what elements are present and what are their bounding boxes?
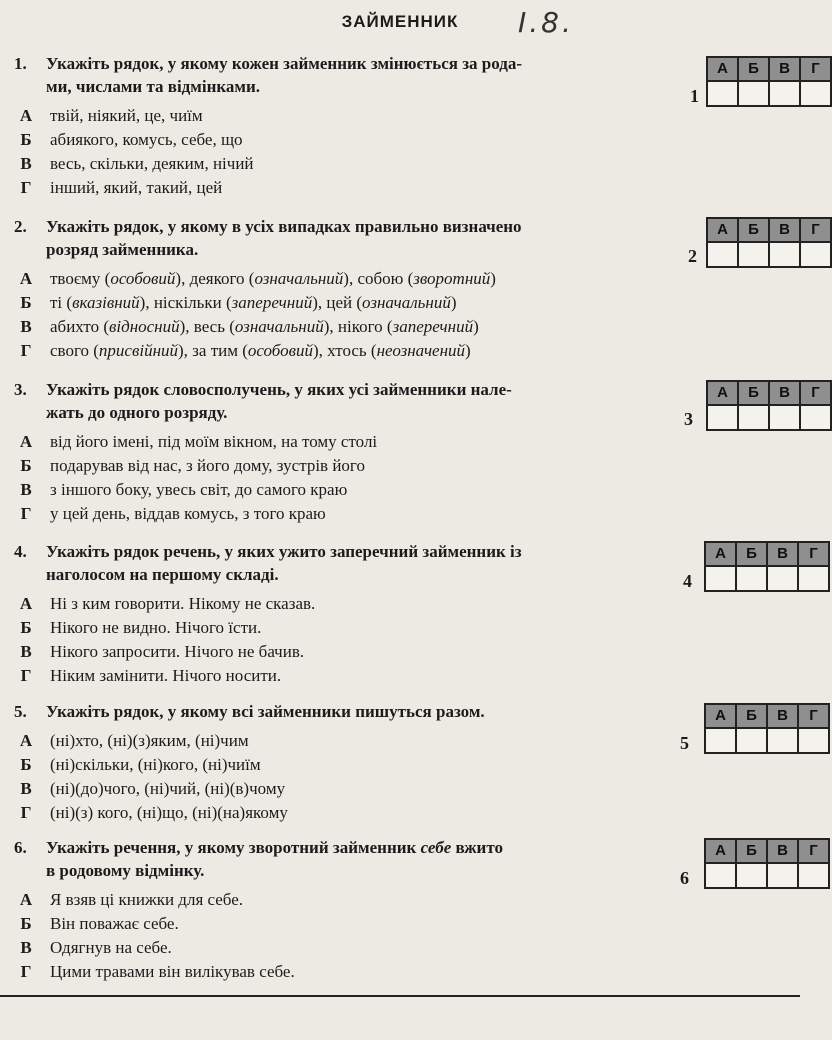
option-text: (ні)скільки, (ні)кого, (ні)чиїм xyxy=(50,755,261,774)
answer-checkbox[interactable] xyxy=(739,406,770,431)
answer-grid-header: В xyxy=(768,543,799,567)
question-prompt xyxy=(14,378,664,424)
answer-grid-header: Б xyxy=(739,58,770,82)
option-letter: А xyxy=(19,890,33,909)
answer-grid-header: Г xyxy=(801,382,832,406)
question-number: 4. xyxy=(14,542,27,561)
option-text: Я взяв ці книжки для себе. xyxy=(50,890,244,909)
option-text: Нікого запросити. Нічого не бачив. xyxy=(50,642,305,661)
question-number: 6. xyxy=(14,838,27,857)
answer-checkbox[interactable] xyxy=(706,567,737,592)
answer-checkbox[interactable] xyxy=(770,82,801,107)
option-text: Він поважає себе. xyxy=(50,914,179,933)
answer-option[interactable] xyxy=(14,888,664,912)
answer-grid xyxy=(706,56,832,107)
answer-option[interactable] xyxy=(14,801,664,825)
option-letter: Г xyxy=(20,666,32,685)
option-letter: В xyxy=(20,779,32,798)
question-text-line: жать до одного розряду. xyxy=(46,403,228,422)
answer-option[interactable] xyxy=(14,640,664,664)
option-letter: А xyxy=(19,731,33,750)
title-text: ЗАЙМЕННИК xyxy=(341,12,459,31)
question-number: 2. xyxy=(14,217,27,236)
answer-option[interactable] xyxy=(14,291,664,315)
answer-options xyxy=(14,104,664,200)
answer-option[interactable] xyxy=(14,502,664,526)
answer-option[interactable] xyxy=(14,753,664,777)
question-block xyxy=(14,215,664,363)
answer-grid-header: Б xyxy=(739,219,770,243)
answer-checkbox[interactable] xyxy=(708,82,739,107)
question-text-line: Укажіть рядок, у якому кожен займенник змінюється за рода- xyxy=(46,54,523,73)
answer-option[interactable] xyxy=(14,128,664,152)
option-text: інший, який, такий, цей xyxy=(50,178,223,197)
option-letter: В xyxy=(20,317,32,336)
answer-grid-header: Г xyxy=(801,219,832,243)
question-prompt xyxy=(14,700,664,723)
answer-option[interactable] xyxy=(14,777,664,801)
answer-option[interactable] xyxy=(14,267,664,291)
answer-checkbox[interactable] xyxy=(799,729,830,754)
option-letter: Б xyxy=(20,293,32,312)
answer-box-number: 5 xyxy=(680,733,689,753)
option-text: абиякого, комусь, себе, що xyxy=(50,130,243,149)
answer-option[interactable] xyxy=(14,664,664,688)
answer-grid-header: Г xyxy=(799,705,830,729)
answer-grid xyxy=(706,217,832,268)
question-number: 5. xyxy=(14,702,27,721)
question-number: 3. xyxy=(14,380,27,399)
answer-checkbox[interactable] xyxy=(770,406,801,431)
option-letter: А xyxy=(19,432,33,451)
handwritten-note: I.8. xyxy=(518,6,574,39)
answer-options xyxy=(14,729,664,825)
answer-grid-header: В xyxy=(768,840,799,864)
answer-option[interactable] xyxy=(14,315,664,339)
answer-checkbox[interactable] xyxy=(768,864,799,889)
answer-option[interactable] xyxy=(14,104,664,128)
option-text: твоєму (особовий), деякого (означальний), собою (зворотний) xyxy=(50,269,496,288)
option-text: (ні)хто, (ні)(з)яким, (ні)чим xyxy=(50,731,249,750)
question-text-line: Укажіть рядок, у якому в усіх випадках правильно визначено xyxy=(46,217,522,236)
answer-grid-header: А xyxy=(708,58,739,82)
question-block xyxy=(14,836,664,984)
question-text-line: Укажіть рядок, у якому всі займенники пишуться разом. xyxy=(46,702,485,721)
answer-grid-header: А xyxy=(708,219,739,243)
option-letter: Б xyxy=(20,130,32,149)
answer-option[interactable] xyxy=(14,478,664,502)
option-letter: Б xyxy=(20,755,32,774)
answer-grid xyxy=(704,703,830,754)
answer-grid xyxy=(704,541,830,592)
answer-checkbox[interactable] xyxy=(770,243,801,268)
answer-checkbox[interactable] xyxy=(799,864,830,889)
answer-option[interactable] xyxy=(14,912,664,936)
option-text: твій, ніякий, це, чиїм xyxy=(50,106,203,125)
answer-option[interactable] xyxy=(14,339,664,363)
option-letter: А xyxy=(19,594,33,613)
answer-checkbox[interactable] xyxy=(706,729,737,754)
option-letter: Г xyxy=(20,178,32,197)
option-text: свого (присвійний), за тим (особовий), хтось (неозначений) xyxy=(50,341,471,360)
answer-options xyxy=(14,267,664,363)
option-text: ті (вказівний), нiскільки (заперечний), цей (означальний) xyxy=(50,293,457,312)
option-letter: Б xyxy=(20,618,32,637)
option-letter: Г xyxy=(20,504,32,523)
option-text: Ні з ким говорити. Нікому не сказав. xyxy=(50,594,316,613)
answer-box-number: 2 xyxy=(688,246,697,266)
answer-grid-header: А xyxy=(706,543,737,567)
question-block xyxy=(14,540,664,688)
answer-checkbox[interactable] xyxy=(708,406,739,431)
answer-option[interactable] xyxy=(14,152,664,176)
answer-grid-header: А xyxy=(706,705,737,729)
answer-option[interactable] xyxy=(14,592,664,616)
option-letter: Г xyxy=(20,962,32,981)
answer-checkbox[interactable] xyxy=(768,729,799,754)
option-letter: Б xyxy=(20,914,32,933)
option-letter: В xyxy=(20,938,32,957)
option-text: від його імені, під моїм вікном, на тому столі xyxy=(50,432,378,451)
answer-option[interactable] xyxy=(14,729,664,753)
question-block xyxy=(14,378,664,526)
answer-box-number: 4 xyxy=(683,571,692,591)
option-text: Одягнув на себе. xyxy=(50,938,172,957)
option-letter: А xyxy=(19,106,33,125)
answer-grid-header: Б xyxy=(737,543,768,567)
answer-options xyxy=(14,592,664,688)
option-text: (ні)(до)чого, (ні)чий, (ні)(в)чому xyxy=(50,779,286,798)
answer-grid-header: Б xyxy=(739,382,770,406)
option-text: подарував від нас, з його дому, зустрів його xyxy=(50,456,365,475)
question-text-line: розряд займенника. xyxy=(46,240,199,259)
answer-grid xyxy=(704,838,830,889)
answer-checkbox[interactable] xyxy=(801,243,832,268)
answer-checkbox[interactable] xyxy=(737,729,768,754)
question-block xyxy=(14,700,664,825)
answer-grid-header: Г xyxy=(799,840,830,864)
question-text-line: Укажіть речення, у якому зворотний займенник себе вжито xyxy=(46,838,503,857)
answer-checkbox[interactable] xyxy=(801,406,832,431)
option-text: Ніким замінити. Нічого носити. xyxy=(50,666,282,685)
answer-checkbox[interactable] xyxy=(737,567,768,592)
answer-box-number: 3 xyxy=(684,409,693,429)
question-block xyxy=(14,52,664,200)
answer-grid xyxy=(706,380,832,431)
option-letter: А xyxy=(19,269,33,288)
question-prompt xyxy=(14,215,664,261)
option-letter: Г xyxy=(20,341,32,360)
answer-box-number: 6 xyxy=(680,868,689,888)
answer-option[interactable] xyxy=(14,616,664,640)
answer-grid-header: В xyxy=(770,382,801,406)
answer-options xyxy=(14,888,664,984)
answer-checkbox[interactable] xyxy=(799,567,830,592)
option-text: у цей день, віддав комусь, з того краю xyxy=(50,504,326,523)
question-text-line: наголосом на першому складі. xyxy=(46,565,279,584)
option-letter: В xyxy=(20,480,32,499)
answer-option[interactable] xyxy=(14,936,664,960)
question-text-line: Укажіть рядок речень, у яких ужито заперечний займенник із xyxy=(46,542,522,561)
option-letter: Б xyxy=(20,456,32,475)
question-number: 1. xyxy=(14,54,27,73)
option-text: (ні)(з) кого, (ні)що, (ні)(на)якому xyxy=(50,803,288,822)
answer-grid-header: Г xyxy=(799,543,830,567)
answer-options xyxy=(14,430,664,526)
option-text: весь, скільки, деяким, нічий xyxy=(50,154,254,173)
bottom-rule xyxy=(0,995,800,997)
answer-grid-header: Б xyxy=(737,840,768,864)
answer-checkbox[interactable] xyxy=(739,82,770,107)
option-letter: Г xyxy=(20,803,32,822)
answer-checkbox[interactable] xyxy=(768,567,799,592)
question-text-line: ми, числами та відмінками. xyxy=(46,77,261,96)
answer-checkbox[interactable] xyxy=(739,243,770,268)
option-text: абихто (відносний), весь (означальний), нікого (заперечний) xyxy=(50,317,479,336)
answer-checkbox[interactable] xyxy=(708,243,739,268)
question-prompt xyxy=(14,52,664,98)
answer-grid-header: В xyxy=(770,58,801,82)
answer-option[interactable] xyxy=(14,960,664,984)
answer-grid-header: В xyxy=(768,705,799,729)
question-text-line: в родовому відмінку. xyxy=(46,861,205,880)
answer-grid-header: А xyxy=(708,382,739,406)
question-prompt xyxy=(14,540,664,586)
answer-option[interactable] xyxy=(14,176,664,200)
option-letter: В xyxy=(20,642,32,661)
answer-checkbox[interactable] xyxy=(737,864,768,889)
answer-checkbox[interactable] xyxy=(801,82,832,107)
option-text: Нікого не видно. Нічого їсти. xyxy=(50,618,262,637)
answer-grid-header: А xyxy=(706,840,737,864)
answer-option[interactable] xyxy=(14,454,664,478)
answer-grid-header: Б xyxy=(737,705,768,729)
answer-checkbox[interactable] xyxy=(706,864,737,889)
answer-grid-header: Г xyxy=(801,58,832,82)
question-prompt xyxy=(14,836,664,882)
answer-grid-header: В xyxy=(770,219,801,243)
option-text: Цими травами він вилікував себе. xyxy=(50,962,295,981)
option-letter: В xyxy=(20,154,32,173)
answer-option[interactable] xyxy=(14,430,664,454)
option-text: з іншого боку, увесь світ, до самого краю xyxy=(50,480,348,499)
question-text-line: Укажіть рядок словосполучень, у яких усі займенники нале- xyxy=(46,380,512,399)
answer-box-number: 1 xyxy=(690,86,699,106)
page-title xyxy=(0,6,800,39)
